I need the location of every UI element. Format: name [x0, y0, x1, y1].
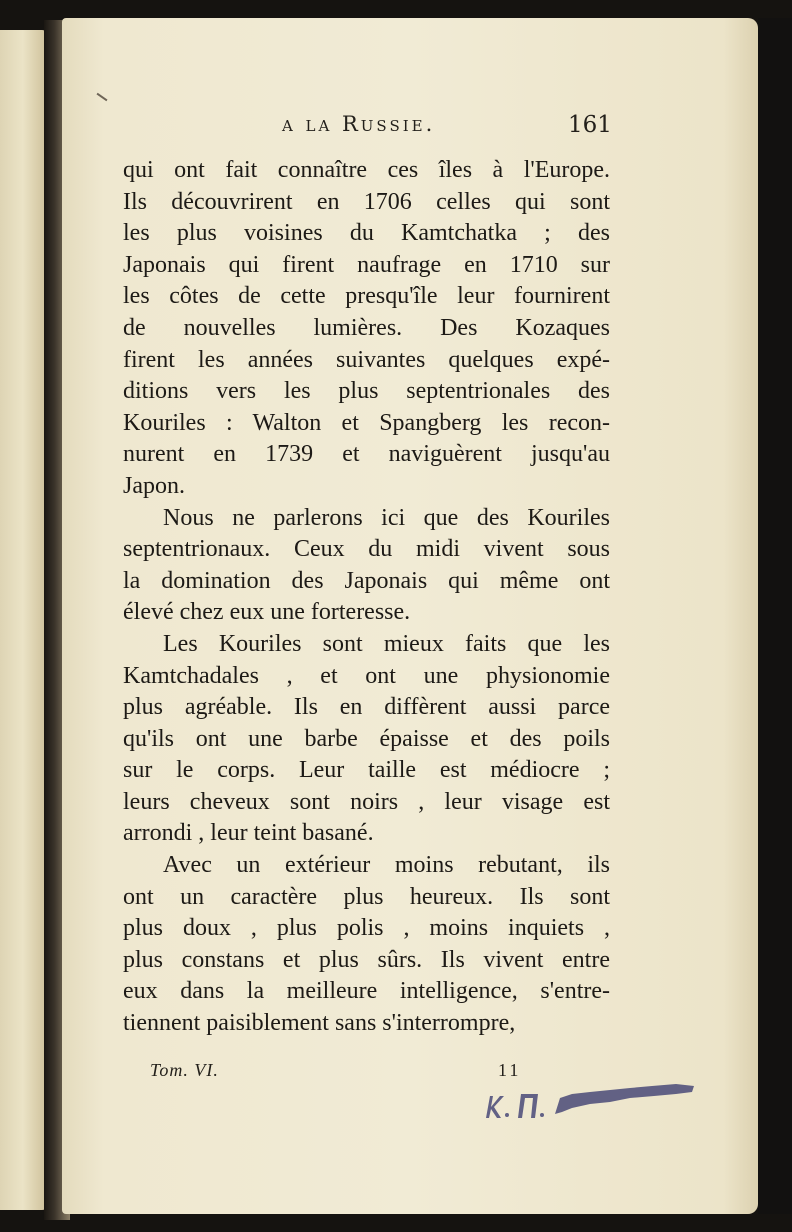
paragraph	[123, 850, 610, 1040]
running-head	[62, 112, 758, 142]
text-line: qu'ils ont une barbe épaisse et des poils	[123, 725, 610, 752]
text-line: plus doux , plus polis , moins inquiets ,	[123, 915, 610, 942]
text-line: Ils découvrirent en 1706 celles qui sont	[123, 188, 610, 215]
library-stamp-icon	[480, 1074, 700, 1124]
text-line: sur le corps. Leur taille est médiocre ;	[123, 757, 610, 784]
text-line: de nouvelles lumières. Des Kozaques	[123, 314, 610, 341]
text-line: ont un caractère plus heureux. Ils sont	[123, 883, 610, 910]
text-line: leurs cheveux sont noirs , leur visage est	[123, 788, 610, 815]
text-line: plus constans et plus sûrs. Ils vivent entre	[123, 946, 610, 973]
text-line: Japonais qui firent naufrage en 1710 sur	[123, 251, 610, 278]
page-number: 161	[568, 112, 612, 138]
text-line: plus agréable. Ils en diffèrent aussi parce	[123, 694, 610, 721]
text-line: ditions vers les plus septentrionales des	[123, 378, 610, 405]
text-line: tiennent paisiblement sans s'interrompre,	[123, 1010, 516, 1037]
text-line: eux dans la meilleure intelligence, s'entre-	[123, 978, 610, 1005]
text-line: les plus voisines du Kamtchatka ; des	[123, 220, 610, 247]
body-text	[123, 155, 610, 1040]
text-line: Nous ne parlerons ici que des Kouriles	[163, 504, 610, 531]
scan-border	[758, 18, 792, 1214]
sheet-number: 11	[498, 1060, 522, 1080]
text-line: Kouriles : Walton et Spangberg les recon-	[123, 409, 610, 436]
text-line: Les Kouriles sont mieux faits que les	[163, 630, 610, 657]
paragraph	[123, 503, 610, 629]
text-line: septentrionaux. Ceux du midi vivent sous	[123, 536, 610, 563]
text-line: Avec un extérieur moins rebutant, ils	[163, 852, 610, 879]
text-line: les côtes de cette presqu'île leur fournirent	[123, 283, 610, 310]
text-line: élevé chez eux une forteresse.	[123, 599, 411, 626]
facing-page-edge	[0, 30, 48, 1210]
text-line: Japon.	[123, 472, 185, 499]
text-line: arrondi , leur teint basané.	[123, 820, 374, 847]
text-line: nurent en 1739 et naviguèrent jusqu'au	[123, 441, 610, 468]
paragraph	[123, 155, 610, 503]
running-head-title: a la Russie.	[282, 112, 436, 136]
text-line: firent les années suivantes quelques expé-	[123, 346, 610, 373]
text-line: qui ont fait connaître ces îles à l'Europe.	[123, 157, 610, 183]
volume-signature: Tom. VI.	[150, 1060, 219, 1080]
text-line: Kamtchadales , et ont une physionomie	[123, 662, 610, 689]
paragraph	[123, 629, 610, 850]
text-line: la domination des Japonais qui même ont	[123, 567, 610, 594]
